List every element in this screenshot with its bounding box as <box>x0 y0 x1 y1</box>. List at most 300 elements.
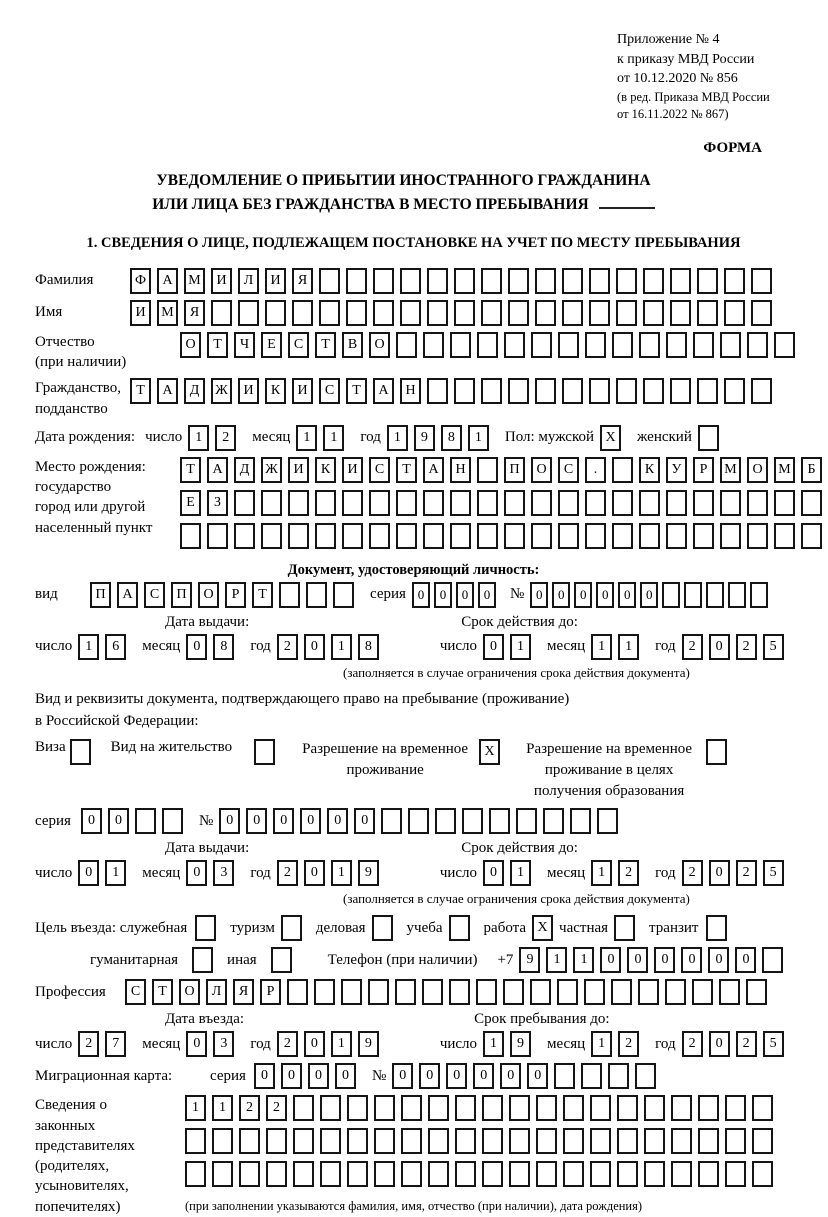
char-box[interactable] <box>693 490 714 516</box>
char-box[interactable] <box>70 739 91 765</box>
char-box[interactable] <box>531 523 552 549</box>
char-box[interactable] <box>293 1128 314 1154</box>
char-box[interactable] <box>612 490 633 516</box>
char-box[interactable]: Д <box>184 378 205 404</box>
char-box[interactable]: Т <box>396 457 417 483</box>
char-box[interactable] <box>536 1095 557 1121</box>
char-box[interactable] <box>319 268 340 294</box>
char-box[interactable] <box>481 268 502 294</box>
char-box[interactable] <box>563 1095 584 1121</box>
char-box[interactable] <box>192 947 213 973</box>
char-box[interactable]: 2 <box>736 860 757 886</box>
char-box[interactable]: 0 <box>618 582 636 608</box>
char-box[interactable] <box>666 490 687 516</box>
char-box[interactable] <box>207 523 228 549</box>
char-box[interactable] <box>589 268 610 294</box>
char-box[interactable]: 0 <box>654 947 675 973</box>
char-box[interactable]: 0 <box>281 1063 302 1089</box>
char-box[interactable] <box>374 1161 395 1187</box>
char-box[interactable] <box>554 1063 575 1089</box>
char-box[interactable]: Д <box>234 457 255 483</box>
char-box[interactable]: 0 <box>709 634 730 660</box>
char-box[interactable] <box>509 1161 530 1187</box>
char-box[interactable]: В <box>342 332 363 358</box>
char-box[interactable] <box>374 1095 395 1121</box>
char-box[interactable] <box>261 490 282 516</box>
char-box[interactable]: 1 <box>591 634 612 660</box>
char-box[interactable] <box>401 1128 422 1154</box>
char-box[interactable] <box>238 300 259 326</box>
char-box[interactable] <box>536 1128 557 1154</box>
char-box[interactable]: К <box>265 378 286 404</box>
char-box[interactable]: Ж <box>211 378 232 404</box>
char-box[interactable] <box>616 378 637 404</box>
char-box[interactable]: 0 <box>600 947 621 973</box>
char-box[interactable]: Ж <box>261 457 282 483</box>
char-box[interactable] <box>261 523 282 549</box>
char-box[interactable]: 2 <box>239 1095 260 1121</box>
char-box[interactable] <box>504 490 525 516</box>
char-box[interactable]: 5 <box>763 1031 784 1057</box>
char-box[interactable]: 8 <box>441 425 462 451</box>
char-box[interactable] <box>347 1095 368 1121</box>
char-box[interactable] <box>212 1128 233 1154</box>
char-box[interactable] <box>396 523 417 549</box>
char-box[interactable] <box>374 1128 395 1154</box>
char-box[interactable]: М <box>157 300 178 326</box>
char-box[interactable] <box>698 425 719 451</box>
char-box[interactable] <box>617 1161 638 1187</box>
char-box[interactable] <box>590 1128 611 1154</box>
char-box[interactable]: 1 <box>331 1031 352 1057</box>
char-box[interactable] <box>320 1161 341 1187</box>
char-box[interactable] <box>427 378 448 404</box>
char-box[interactable] <box>422 979 443 1005</box>
char-box[interactable] <box>725 1128 746 1154</box>
char-box[interactable]: 8 <box>213 634 234 660</box>
char-box[interactable] <box>530 979 551 1005</box>
char-box[interactable]: 1 <box>105 860 126 886</box>
char-box[interactable]: 0 <box>392 1063 413 1089</box>
char-box[interactable] <box>162 808 183 834</box>
char-box[interactable] <box>341 979 362 1005</box>
char-box[interactable] <box>616 300 637 326</box>
char-box[interactable] <box>455 1095 476 1121</box>
char-box[interactable] <box>509 1128 530 1154</box>
char-box[interactable]: 2 <box>618 860 639 886</box>
char-box[interactable] <box>666 523 687 549</box>
char-box[interactable] <box>719 979 740 1005</box>
char-box[interactable]: Т <box>252 582 273 608</box>
char-box[interactable] <box>585 332 606 358</box>
char-box[interactable] <box>288 523 309 549</box>
char-box[interactable] <box>697 300 718 326</box>
char-box[interactable]: Е <box>261 332 282 358</box>
char-box[interactable] <box>455 1128 476 1154</box>
char-box[interactable] <box>462 808 483 834</box>
char-box[interactable]: Е <box>180 490 201 516</box>
char-box[interactable] <box>728 582 746 608</box>
char-box[interactable]: Т <box>180 457 201 483</box>
char-box[interactable] <box>536 1161 557 1187</box>
char-box[interactable]: 0 <box>735 947 756 973</box>
char-box[interactable] <box>211 300 232 326</box>
char-box[interactable] <box>801 523 822 549</box>
char-box[interactable]: Т <box>346 378 367 404</box>
char-box[interactable] <box>265 300 286 326</box>
char-box[interactable] <box>589 300 610 326</box>
char-box[interactable] <box>563 1161 584 1187</box>
char-box[interactable] <box>614 915 635 941</box>
char-box[interactable]: Н <box>450 457 471 483</box>
char-box[interactable] <box>449 915 470 941</box>
char-box[interactable] <box>315 523 336 549</box>
char-box[interactable] <box>584 979 605 1005</box>
char-box[interactable] <box>476 979 497 1005</box>
char-box[interactable] <box>400 268 421 294</box>
char-box[interactable] <box>287 979 308 1005</box>
char-box[interactable]: 0 <box>473 1063 494 1089</box>
char-box[interactable]: Л <box>238 268 259 294</box>
char-box[interactable] <box>368 979 389 1005</box>
char-box[interactable]: О <box>531 457 552 483</box>
char-box[interactable]: 0 <box>574 582 592 608</box>
char-box[interactable]: Ч <box>234 332 255 358</box>
char-box[interactable]: 1 <box>618 634 639 660</box>
char-box[interactable] <box>639 523 660 549</box>
char-box[interactable]: 1 <box>468 425 489 451</box>
char-box[interactable] <box>180 523 201 549</box>
char-box[interactable]: Б <box>801 457 822 483</box>
char-box[interactable]: 0 <box>627 947 648 973</box>
char-box[interactable] <box>558 490 579 516</box>
char-box[interactable] <box>639 332 660 358</box>
char-box[interactable]: Я <box>292 268 313 294</box>
char-box[interactable] <box>693 523 714 549</box>
char-box[interactable]: 1 <box>78 634 99 660</box>
char-box[interactable]: Р <box>260 979 281 1005</box>
char-box[interactable]: 9 <box>414 425 435 451</box>
char-box[interactable]: 0 <box>412 582 430 608</box>
char-box[interactable] <box>774 332 795 358</box>
char-box[interactable]: 0 <box>456 582 474 608</box>
char-box[interactable]: 1 <box>546 947 567 973</box>
char-box[interactable]: 0 <box>335 1063 356 1089</box>
char-box[interactable]: 1 <box>510 860 531 886</box>
char-box[interactable]: 0 <box>186 634 207 660</box>
char-box[interactable] <box>671 1161 692 1187</box>
char-box[interactable] <box>589 378 610 404</box>
char-box[interactable]: 2 <box>736 634 757 660</box>
char-box[interactable]: 2 <box>266 1095 287 1121</box>
char-box[interactable] <box>698 1128 719 1154</box>
char-box[interactable]: 2 <box>682 860 703 886</box>
char-box[interactable]: 1 <box>483 1031 504 1057</box>
char-box[interactable] <box>671 1095 692 1121</box>
char-box[interactable] <box>535 378 556 404</box>
char-box[interactable] <box>427 268 448 294</box>
char-box[interactable] <box>320 1095 341 1121</box>
char-box[interactable]: 9 <box>519 947 540 973</box>
char-box[interactable] <box>747 490 768 516</box>
char-box[interactable] <box>482 1128 503 1154</box>
char-box[interactable] <box>372 915 393 941</box>
char-box[interactable] <box>395 979 416 1005</box>
char-box[interactable]: Я <box>184 300 205 326</box>
char-box[interactable]: 0 <box>300 808 321 834</box>
char-box[interactable]: О <box>179 979 200 1005</box>
char-box[interactable] <box>581 1063 602 1089</box>
char-box[interactable]: 1 <box>331 634 352 660</box>
char-box[interactable] <box>670 268 691 294</box>
char-box[interactable]: 0 <box>308 1063 329 1089</box>
char-box[interactable] <box>590 1161 611 1187</box>
char-box[interactable] <box>747 332 768 358</box>
char-box[interactable]: 0 <box>304 634 325 660</box>
char-box[interactable] <box>342 490 363 516</box>
char-box[interactable] <box>801 490 822 516</box>
char-box[interactable] <box>135 808 156 834</box>
char-box[interactable]: 1 <box>296 425 317 451</box>
char-box[interactable] <box>692 979 713 1005</box>
char-box[interactable]: 2 <box>736 1031 757 1057</box>
char-box[interactable]: 0 <box>478 582 496 608</box>
char-box[interactable] <box>665 979 686 1005</box>
char-box[interactable] <box>212 1161 233 1187</box>
char-box[interactable]: X <box>532 915 553 941</box>
char-box[interactable] <box>373 268 394 294</box>
char-box[interactable] <box>293 1095 314 1121</box>
char-box[interactable] <box>288 490 309 516</box>
char-box[interactable]: 0 <box>327 808 348 834</box>
char-box[interactable] <box>234 523 255 549</box>
char-box[interactable] <box>643 300 664 326</box>
char-box[interactable] <box>504 523 525 549</box>
char-box[interactable]: 1 <box>185 1095 206 1121</box>
char-box[interactable] <box>535 268 556 294</box>
char-box[interactable]: 0 <box>709 1031 730 1057</box>
char-box[interactable] <box>671 1128 692 1154</box>
char-box[interactable] <box>746 979 767 1005</box>
char-box[interactable] <box>373 300 394 326</box>
char-box[interactable] <box>725 1161 746 1187</box>
char-box[interactable] <box>684 582 702 608</box>
char-box[interactable] <box>254 739 275 765</box>
char-box[interactable] <box>706 915 727 941</box>
char-box[interactable]: Т <box>207 332 228 358</box>
char-box[interactable]: 5 <box>763 634 784 660</box>
char-box[interactable]: 0 <box>78 860 99 886</box>
char-box[interactable]: 0 <box>186 1031 207 1057</box>
char-box[interactable] <box>706 739 727 765</box>
char-box[interactable] <box>401 1161 422 1187</box>
char-box[interactable] <box>666 332 687 358</box>
char-box[interactable] <box>557 979 578 1005</box>
char-box[interactable]: 0 <box>434 582 452 608</box>
char-box[interactable] <box>751 268 772 294</box>
char-box[interactable]: 0 <box>219 808 240 834</box>
char-box[interactable] <box>617 1095 638 1121</box>
char-box[interactable] <box>401 1095 422 1121</box>
char-box[interactable]: З <box>207 490 228 516</box>
char-box[interactable] <box>611 979 632 1005</box>
char-box[interactable] <box>347 1161 368 1187</box>
char-box[interactable] <box>774 523 795 549</box>
char-box[interactable] <box>396 332 417 358</box>
char-box[interactable] <box>509 1095 530 1121</box>
char-box[interactable] <box>562 378 583 404</box>
char-box[interactable]: П <box>504 457 525 483</box>
char-box[interactable]: 0 <box>483 634 504 660</box>
char-box[interactable]: А <box>117 582 138 608</box>
char-box[interactable]: 1 <box>573 947 594 973</box>
char-box[interactable]: М <box>720 457 741 483</box>
char-box[interactable]: 2 <box>277 860 298 886</box>
char-box[interactable]: С <box>319 378 340 404</box>
char-box[interactable]: X <box>600 425 621 451</box>
char-box[interactable] <box>698 1161 719 1187</box>
char-box[interactable]: 8 <box>358 634 379 660</box>
char-box[interactable] <box>724 378 745 404</box>
char-box[interactable]: 0 <box>304 860 325 886</box>
char-box[interactable] <box>531 490 552 516</box>
char-box[interactable] <box>185 1128 206 1154</box>
char-box[interactable] <box>644 1128 665 1154</box>
char-box[interactable] <box>271 947 292 973</box>
char-box[interactable] <box>751 300 772 326</box>
char-box[interactable] <box>693 332 714 358</box>
char-box[interactable] <box>342 523 363 549</box>
char-box[interactable] <box>489 808 510 834</box>
char-box[interactable]: 2 <box>215 425 236 451</box>
char-box[interactable]: 1 <box>591 860 612 886</box>
char-box[interactable] <box>720 523 741 549</box>
char-box[interactable]: С <box>288 332 309 358</box>
char-box[interactable] <box>752 1095 773 1121</box>
char-box[interactable] <box>266 1128 287 1154</box>
char-box[interactable]: 0 <box>527 1063 548 1089</box>
char-box[interactable]: У <box>666 457 687 483</box>
char-box[interactable]: 0 <box>530 582 548 608</box>
char-box[interactable] <box>752 1161 773 1187</box>
char-box[interactable] <box>423 523 444 549</box>
char-box[interactable] <box>279 582 300 608</box>
char-box[interactable]: 9 <box>358 860 379 886</box>
char-box[interactable]: . <box>585 457 606 483</box>
char-box[interactable] <box>504 332 525 358</box>
char-box[interactable]: Н <box>400 378 421 404</box>
char-box[interactable] <box>319 300 340 326</box>
char-box[interactable] <box>516 808 537 834</box>
char-box[interactable]: И <box>238 378 259 404</box>
char-box[interactable] <box>720 332 741 358</box>
char-box[interactable]: 0 <box>246 808 267 834</box>
char-box[interactable]: Р <box>693 457 714 483</box>
char-box[interactable]: Л <box>206 979 227 1005</box>
char-box[interactable] <box>347 1128 368 1154</box>
char-box[interactable] <box>612 523 633 549</box>
char-box[interactable]: С <box>144 582 165 608</box>
char-box[interactable]: 1 <box>510 634 531 660</box>
char-box[interactable]: О <box>747 457 768 483</box>
char-box[interactable] <box>750 582 768 608</box>
char-box[interactable]: 3 <box>213 860 234 886</box>
char-box[interactable]: 0 <box>596 582 614 608</box>
char-box[interactable] <box>752 1128 773 1154</box>
char-box[interactable]: П <box>171 582 192 608</box>
char-box[interactable] <box>643 268 664 294</box>
char-box[interactable]: О <box>198 582 219 608</box>
char-box[interactable]: 7 <box>105 1031 126 1057</box>
char-box[interactable]: 1 <box>323 425 344 451</box>
char-box[interactable] <box>369 523 390 549</box>
char-box[interactable] <box>454 300 475 326</box>
char-box[interactable] <box>643 378 664 404</box>
char-box[interactable] <box>724 268 745 294</box>
char-box[interactable]: 1 <box>331 860 352 886</box>
char-box[interactable] <box>706 582 724 608</box>
char-box[interactable] <box>724 300 745 326</box>
char-box[interactable]: И <box>130 300 151 326</box>
char-box[interactable] <box>608 1063 629 1089</box>
char-box[interactable] <box>558 332 579 358</box>
char-box[interactable]: А <box>157 268 178 294</box>
char-box[interactable] <box>670 378 691 404</box>
char-box[interactable] <box>239 1128 260 1154</box>
char-box[interactable]: М <box>774 457 795 483</box>
char-box[interactable] <box>481 378 502 404</box>
char-box[interactable]: 0 <box>304 1031 325 1057</box>
char-box[interactable]: И <box>342 457 363 483</box>
char-box[interactable]: А <box>423 457 444 483</box>
char-box[interactable] <box>369 490 390 516</box>
char-box[interactable] <box>508 300 529 326</box>
char-box[interactable]: 9 <box>358 1031 379 1057</box>
char-box[interactable] <box>281 915 302 941</box>
char-box[interactable] <box>477 332 498 358</box>
char-box[interactable] <box>612 457 633 483</box>
char-box[interactable] <box>450 490 471 516</box>
char-box[interactable] <box>503 979 524 1005</box>
char-box[interactable]: 2 <box>618 1031 639 1057</box>
char-box[interactable] <box>450 332 471 358</box>
char-box[interactable] <box>234 490 255 516</box>
char-box[interactable]: К <box>639 457 660 483</box>
char-box[interactable]: Т <box>315 332 336 358</box>
char-box[interactable]: 2 <box>277 1031 298 1057</box>
char-box[interactable] <box>635 1063 656 1089</box>
char-box[interactable]: 0 <box>354 808 375 834</box>
char-box[interactable] <box>314 979 335 1005</box>
char-box[interactable]: А <box>373 378 394 404</box>
char-box[interactable] <box>381 808 402 834</box>
char-box[interactable] <box>435 808 456 834</box>
char-box[interactable] <box>639 490 660 516</box>
char-box[interactable]: 0 <box>419 1063 440 1089</box>
char-box[interactable]: 1 <box>212 1095 233 1121</box>
char-box[interactable]: 1 <box>387 425 408 451</box>
char-box[interactable]: 9 <box>510 1031 531 1057</box>
char-box[interactable] <box>346 300 367 326</box>
char-box[interactable] <box>449 979 470 1005</box>
char-box[interactable] <box>481 300 502 326</box>
char-box[interactable] <box>428 1095 449 1121</box>
char-box[interactable]: Т <box>152 979 173 1005</box>
char-box[interactable]: X <box>479 739 500 765</box>
char-box[interactable] <box>293 1161 314 1187</box>
char-box[interactable]: М <box>184 268 205 294</box>
char-box[interactable] <box>670 300 691 326</box>
